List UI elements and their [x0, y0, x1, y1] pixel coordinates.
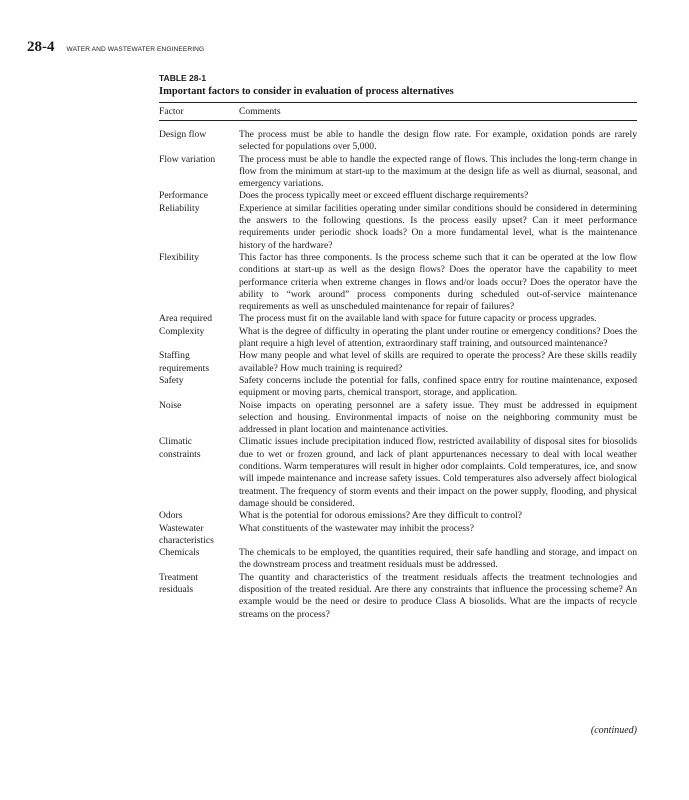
row-factor: Flow variation — [159, 153, 216, 165]
running-header — [27, 39, 204, 56]
row-factor: Area required — [159, 313, 212, 325]
row-factor: Treatment residuals — [159, 571, 199, 595]
row-factor: Flexibility — [159, 251, 199, 263]
row-comment: What constituents of the wastewater may inhibit the process? — [239, 522, 474, 534]
row-factor: Staffing requirements — [159, 350, 210, 374]
row-comment: The quantity and characteristics of the treatment residuals affects the treatment technologies and disposition of the treated residual. Are there any constraints that influence the processing scheme? An example would be the need or desire to produce Class A biosolids. What are the impacts of recycle streams on the process? — [239, 571, 637, 620]
table-row — [159, 252, 637, 313]
table-row — [159, 203, 637, 252]
row-factor: Reliability — [159, 202, 200, 214]
row-comment: The process must be able to handle the design flow rate. For example, oxidation ponds are rarely selected for populations over 5,000. — [239, 129, 637, 153]
row-comment: How many people and what level of skills are required to operate the process? Are these skills readily available? How much training is required? — [239, 350, 637, 374]
row-comment: Experience at similar facilities operating under similar conditions should be considered in determining the answers to the following questions. Is the process easily upset? Can it meet performance requirements under periodic shock loads? On a more fundamental level, what is the maintenance history of the hardware? — [239, 202, 637, 251]
table-row — [159, 572, 637, 621]
row-factor: Odors — [159, 510, 183, 522]
table-row — [159, 510, 637, 522]
row-comment: The chemicals to be employed, the quantities required, their safe handling and storage, and impact on the downstream process and treatment residuals must be addressed. — [239, 547, 637, 571]
table-body — [159, 129, 637, 621]
table-row — [159, 400, 637, 437]
row-factor: Noise — [159, 399, 182, 411]
table-row — [159, 523, 637, 548]
row-comment: Noise impacts on operating personnel are a safety issue. They must be addressed in equipment selection and housing. Environmental impacts of noise on the neighboring community must be addressed in plant location and maintenance activities. — [239, 399, 637, 436]
table-header-row — [159, 103, 637, 120]
row-comment: Does the process typically meet or exceed effluent discharge requirements? — [239, 190, 529, 202]
row-factor: Climatic constraints — [159, 436, 201, 460]
table-row — [159, 326, 637, 351]
table-row — [159, 313, 637, 325]
table-row — [159, 350, 637, 375]
section-title: WATER AND WASTEWATER ENGINEERING — [66, 46, 205, 53]
row-comment: The process must fit on the available land with space for future capacity or process upgrades. — [239, 313, 597, 325]
factors-table — [159, 73, 637, 621]
row-factor: Complexity — [159, 325, 205, 337]
table-row — [159, 190, 637, 202]
table-row — [159, 547, 637, 572]
row-factor: Wastewater characteristics — [159, 522, 214, 546]
row-factor: Performance — [159, 190, 209, 202]
column-header-factor: Factor — [159, 106, 184, 117]
row-factor: Chemicals — [159, 547, 200, 559]
row-comment: The process must be able to handle the expected range of flows. This includes the long-term change in flow from the minimum at start-up to the maximum at the design life as well as diurnal, seasonal, and emergency variations. — [239, 153, 637, 190]
row-comment: What is the degree of difficulty in operating the plant under routine or emergency conditions? Does the plant require a high level of attention, extraordinary staff training, and outsourced maintenance? — [239, 325, 637, 350]
row-comment: This factor has three components. Is the process scheme such that it can be operated at the low flow conditions at start-up as well as the design flows? Does the operator have the capability to meet performance criteria when extreme changes in flows and/or loads occur? Does the operator have the ability to “work around” process components during scheduled out-of-service maintenance requirements as well as unscheduled maintenance for repair of failures? — [239, 251, 637, 313]
table-row — [159, 375, 637, 400]
row-comment: What is the potential for odorous emissions? Are they difficult to control? — [239, 510, 523, 522]
table-title: Important factors to consider in evaluation of process alternatives — [159, 86, 454, 97]
row-comment: Climatic issues include precipitation induced flow, restricted availability of disposal sites for biosolids due to wet or frozen ground, and lack of plant appurtenances necessary to deal with local weather conditions. Warm temperatures will result in higher odor complaints. Cold temperatures, ice, and snow will impede maintenance and increase safety issues. Cold temperatures also adversely affect biological treatment. The frequency of storm events and their impact on the power supply, flooding, and physical damage should be considered. — [239, 436, 637, 509]
row-comment: Safety concerns include the potential for falls, confined space entry for routine maintenance, exposed equipment or moving parts, chemical transport, storage, and application. — [239, 374, 637, 399]
column-header-comments: Comments — [239, 106, 281, 117]
table-label: TABLE 28-1 — [159, 73, 207, 83]
page-number: 28-4 — [27, 39, 55, 55]
row-factor: Safety — [159, 374, 184, 386]
table-header-rule — [159, 120, 637, 121]
continued-note: (continued) — [590, 725, 637, 736]
table-row — [159, 154, 637, 191]
table-row — [159, 129, 637, 154]
row-factor: Design flow — [159, 129, 207, 140]
table-row — [159, 436, 637, 510]
